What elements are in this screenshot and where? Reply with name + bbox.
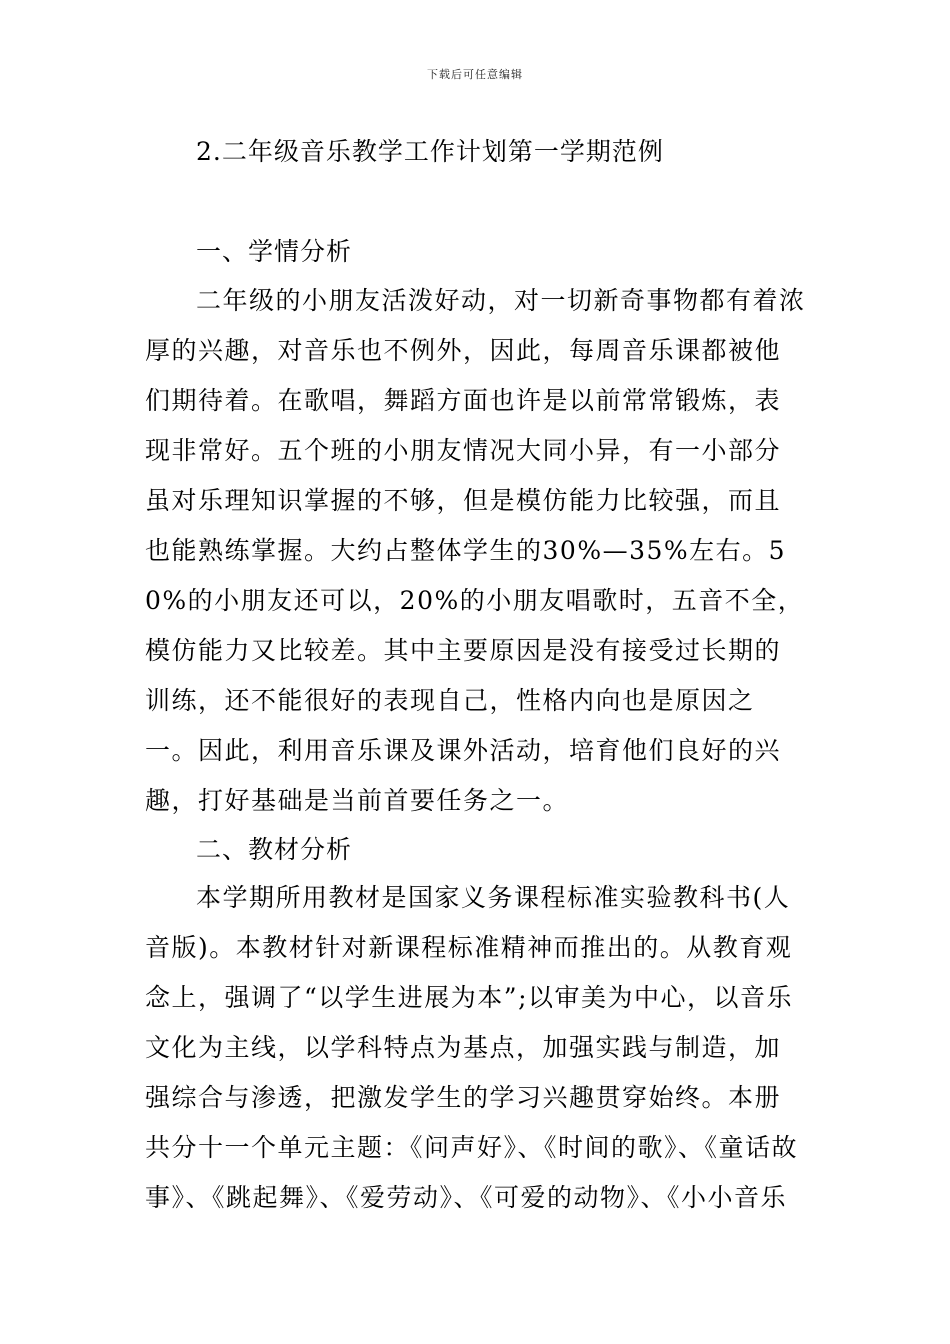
section-paragraph-textbook-analysis: 本学期所用教材是国家义务课程标准实验教科书(人音版)。本教材针对新课程标准精神而推出的。从教育观念上，强调了“以学生进展为本”;以审美为中心，以音乐文化为主线，以学科特点为基点，加强实践与制造，加强综合与渗透，把激发学生的学习兴趣贯穿始终。本册共分十一个单元主题：《问声好》、《时间的歌》、《童话故事》、《跳起舞》、《爱劳动》、《可爱的动物》、《小小音乐 (145, 883, 799, 1212)
document-title: 2.二年级音乐教学工作计划第一学期范例 (196, 137, 664, 166)
page-header-note: 下载后可任意编辑 (427, 68, 523, 81)
section-paragraph-learning-analysis: 二年级的小朋友活泼好动，对一切新奇事物都有着浓厚的兴趣，对音乐也不例外，因此，每周音乐课都被他们期待着。在歌唱，舞蹈方面也许是以前常常锻炼，表现非常好。五个班的小朋友情况大同小异，有一小部分虽对乐理知识掌握的不够，但是模仿能力比较强，而且也能熟练掌握。大约占整体学生的30%—35%左右。50%的小朋友还可以，20%的小朋友唱歌时，五音不全，模仿能力又比较差。其中主要原因是没有接受过长期的训练，还不能很好的表现自己，性格内向也是原因之一。因此，利用音乐课及课外活动，培育他们良好的兴趣，打好基础是当前首要任务之一。 (145, 286, 806, 815)
section-heading-textbook-analysis: 二、教材分析 (196, 835, 353, 864)
section-heading-learning-analysis: 一、学情分析 (196, 237, 353, 266)
